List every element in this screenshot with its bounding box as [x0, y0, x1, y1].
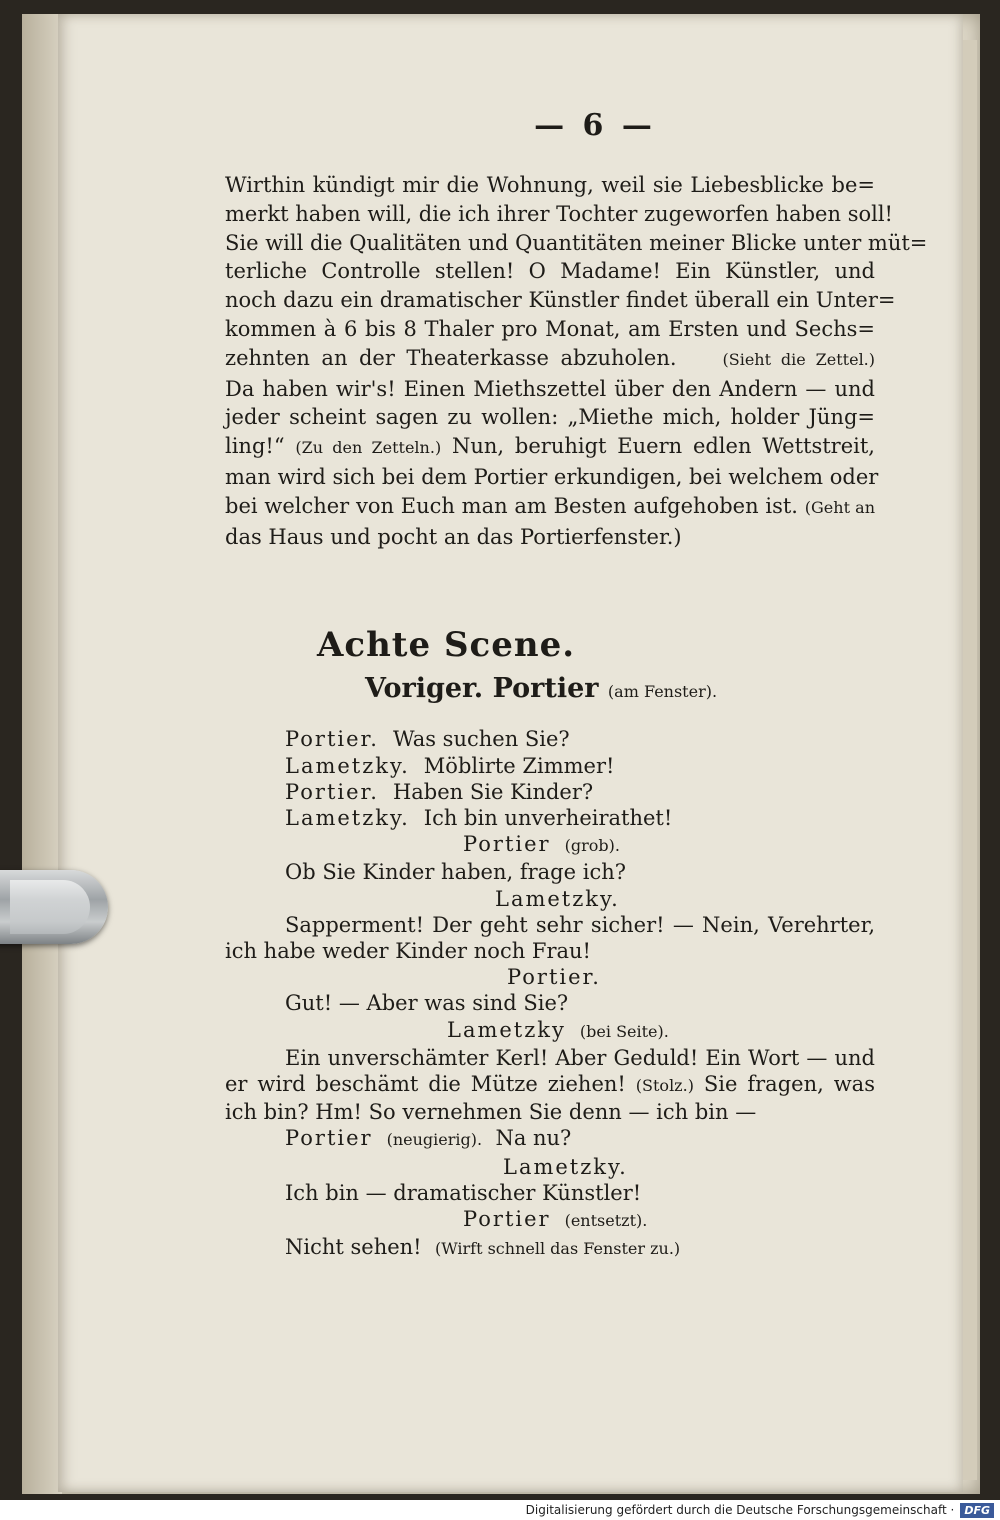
speaker: Portier: [285, 1126, 373, 1151]
speaker: Portier.: [285, 727, 379, 752]
text-line: merkt haben will, die ich ihrer Tochter zugeworfen haben soll!: [225, 201, 893, 226]
next-page-edge: [963, 40, 977, 1480]
speech: Sie fragen, was: [703, 1072, 875, 1096]
stage-direction: (entsetzt).: [564, 1211, 648, 1231]
dialog-line: Gut! — Aber was sind Sie?: [285, 991, 569, 1016]
cast-note: (am Fenster).: [607, 682, 718, 702]
dialog-line: Ich bin — dramatischer Künstler!: [285, 1180, 642, 1205]
speaker-heading: [225, 886, 875, 912]
speaker-heading: [225, 1206, 875, 1234]
text-line-with-stage: [225, 432, 875, 463]
page-number: — 6 —: [534, 108, 656, 143]
speaker: Portier: [463, 1207, 551, 1232]
dialog-line: [225, 753, 875, 779]
cast-names: Voriger. Portier: [365, 673, 599, 705]
dialog-line: Sapperment! Der geht sehr sicher! — Nein, Verehrter,: [285, 912, 875, 937]
speaker: Portier: [463, 832, 551, 857]
dialog-line: Ein unverschämter Kerl! Aber Geduld! Ein Wort — und: [285, 1045, 875, 1070]
metal-page-clip: [0, 870, 108, 944]
dialog-line: [225, 1071, 875, 1099]
text-line: man wird sich bei dem Portier erkundigen, bei welchem oder: [225, 464, 879, 489]
text-line: Da haben wir's! Einen Miethszettel über den Andern — und: [225, 376, 875, 401]
page-text: [225, 108, 928, 1262]
dfg-logo: DFG: [960, 1503, 994, 1518]
dialog-line: Ob Sie Kinder haben, frage ich?: [285, 860, 626, 885]
speaker: Lametzky.: [285, 753, 410, 778]
dialog-line: [225, 779, 875, 805]
speaker: Lametzky.: [285, 805, 410, 830]
text-line: terliche Controlle stellen! O Madame! Ein Künstler, und: [225, 259, 875, 284]
text-line: noch dazu ein dramatischer Künstler findet überall ein Unter=: [225, 288, 896, 313]
text-line: Wirthin kündigt mir die Wohnung, weil sie Liebesblicke be=: [225, 173, 875, 197]
dialog-line: [225, 805, 875, 831]
speaker-heading: [225, 831, 875, 859]
text-line: kommen à 6 bis 8 Thaler pro Monat, am Ersten und Sechs=: [225, 316, 875, 341]
dialog-line: [225, 1234, 875, 1262]
speaker: Lametzky.: [503, 1154, 628, 1179]
stage-direction: (Sieht die Zettel.): [722, 349, 876, 369]
text-line: Sie will die Qualitäten und Quantitäten meiner Blicke unter müt=: [225, 230, 928, 255]
stage-direction: (Geht an: [804, 497, 876, 517]
speech: er wird beschämt die Mütze ziehen!: [225, 1072, 626, 1096]
stage-direction: (neugierig).: [386, 1130, 483, 1150]
speech: Na nu?: [495, 1126, 572, 1151]
speech: Haben Sie Kinder?: [392, 779, 594, 804]
speaker-heading: [225, 964, 875, 990]
speech: Nicht sehen!: [285, 1235, 422, 1260]
text-fragment: zehnten an der Theaterkasse abzuholen.: [225, 345, 677, 370]
cast-list: [365, 673, 875, 704]
text-line: jeder scheint sagen zu wollen: „Miethe mich, holder Jüng=: [225, 405, 875, 430]
scene-heading: Achte Scene.: [317, 625, 576, 666]
dialog-line: ich habe weder Kinder noch Frau!: [225, 938, 591, 963]
stage-direction-line: das Haus und pocht an das Portierfenster.): [225, 524, 682, 549]
speaker: Lametzky: [447, 1017, 566, 1042]
stage-direction: (Stolz.): [635, 1076, 694, 1095]
speaker-heading: [225, 1017, 875, 1045]
stage-direction: (bei Seite).: [579, 1021, 669, 1041]
dialog-line: [225, 726, 875, 752]
text-fragment: ling!“: [225, 434, 285, 459]
text-line-with-stage: [225, 492, 875, 523]
speaker: Portier.: [507, 965, 601, 990]
dialog: [225, 726, 875, 1262]
text-line-with-stage: [225, 344, 875, 375]
speaker: Portier.: [285, 779, 379, 804]
speaker-heading: [225, 1154, 875, 1180]
stage-direction: (Wirft schnell das Fenster zu.): [434, 1239, 681, 1259]
stage-direction: (Zu den Zetteln.): [295, 438, 442, 458]
stage-direction: (grob).: [564, 836, 620, 856]
speech: Ich bin unverheirathet!: [423, 805, 673, 830]
dialog-line: ich bin? Hm! So vernehmen Sie denn — ich bin —: [225, 1100, 757, 1125]
speech: Möblirte Zimmer!: [423, 753, 615, 778]
clip-highlight: [10, 880, 90, 934]
spine-shadow: [22, 14, 62, 1494]
text-fragment: Nun, beruhigt Euern edlen Wettstreit,: [452, 434, 875, 459]
speech: Was suchen Sie?: [392, 727, 570, 752]
speaker: Lametzky.: [495, 886, 620, 911]
footer-credit: Digitalisierung gefördert durch die Deutsche Forschungsgemeinschaft ·: [525, 1503, 955, 1517]
digitization-footer: [0, 1500, 1000, 1520]
dialog-line: [225, 1125, 875, 1153]
monologue-paragraph: [225, 171, 928, 551]
text-fragment: bei welcher von Euch man am Besten aufgehoben ist.: [225, 493, 798, 518]
